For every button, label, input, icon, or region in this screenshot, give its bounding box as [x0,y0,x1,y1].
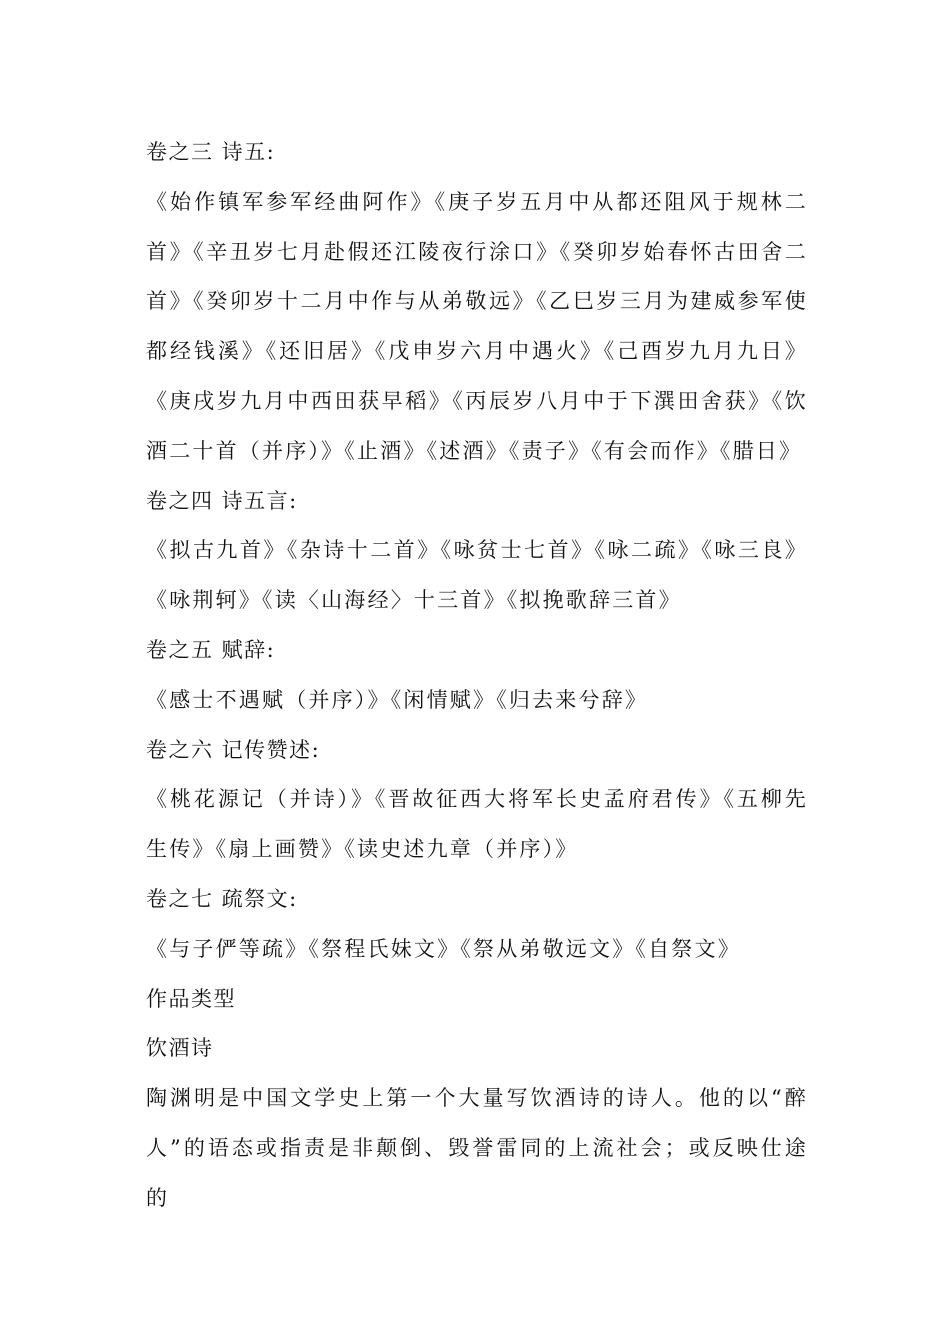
volume-4-works: 《拟古九首》《杂诗十二首》《咏贫士七首》《咏二疏》《咏三良》《咏荆轲》《读〈山海经〉十三首》《拟挽歌辞三首》 [146,538,808,613]
volume-4-heading: 卷之四 诗五言: [146,488,298,513]
volume-5-works: 《感士不遇赋（并序）》《闲情赋》《归去来兮辞》 [146,687,649,712]
volume-3-works: 《始作镇军参军经曲阿作》《庚子岁五月中从都还阻风于规林二首》《辛丑岁七月赴假还江陵夜行涂口》《癸卯岁始春怀古田舍二首》《癸卯岁十二月中作与从弟敬远》《乙巳岁三月为建威参军使都经钱溪》《还旧居》《戊申岁六月中遇火》《己酉岁九月九日》《庚戌岁九月中西田获早稻》《丙辰岁八月中于下潠田舍获》《饮酒二十首（并序）》《止酒》《述酒》《责子》《有会而作》《腊日》 [146,189,808,463]
drinking-poetry-subheading: 饮酒诗 [146,1036,214,1061]
volume-7-heading: 卷之七 疏祭文: [146,886,298,911]
volume-3-heading: 卷之三 诗五: [146,140,276,164]
volume-5-heading: 卷之五 赋辞: [146,637,276,662]
body-paragraph: 陶渊明是中国文学史上第一个大量写饮酒诗的诗人。他的以“醉人”的语态或指责是非颠倒、毁誉雷同的上流社会；或反映仕途的 [146,1086,808,1210]
volume-7-works: 《与子俨等疏》《祭程氏妹文》《祭从弟敬远文》《自祭文》 [146,936,741,961]
category-heading: 作品类型 [146,986,236,1011]
document-page [146,128,808,1224]
volume-6-heading: 卷之六 记传赞述: [146,737,321,762]
volume-6-works: 《桃花源记（并诗）》《晋故征西大将军长史孟府君传》《五柳先生传》《扇上画赞》《读史述九章（并序）》 [146,787,808,862]
